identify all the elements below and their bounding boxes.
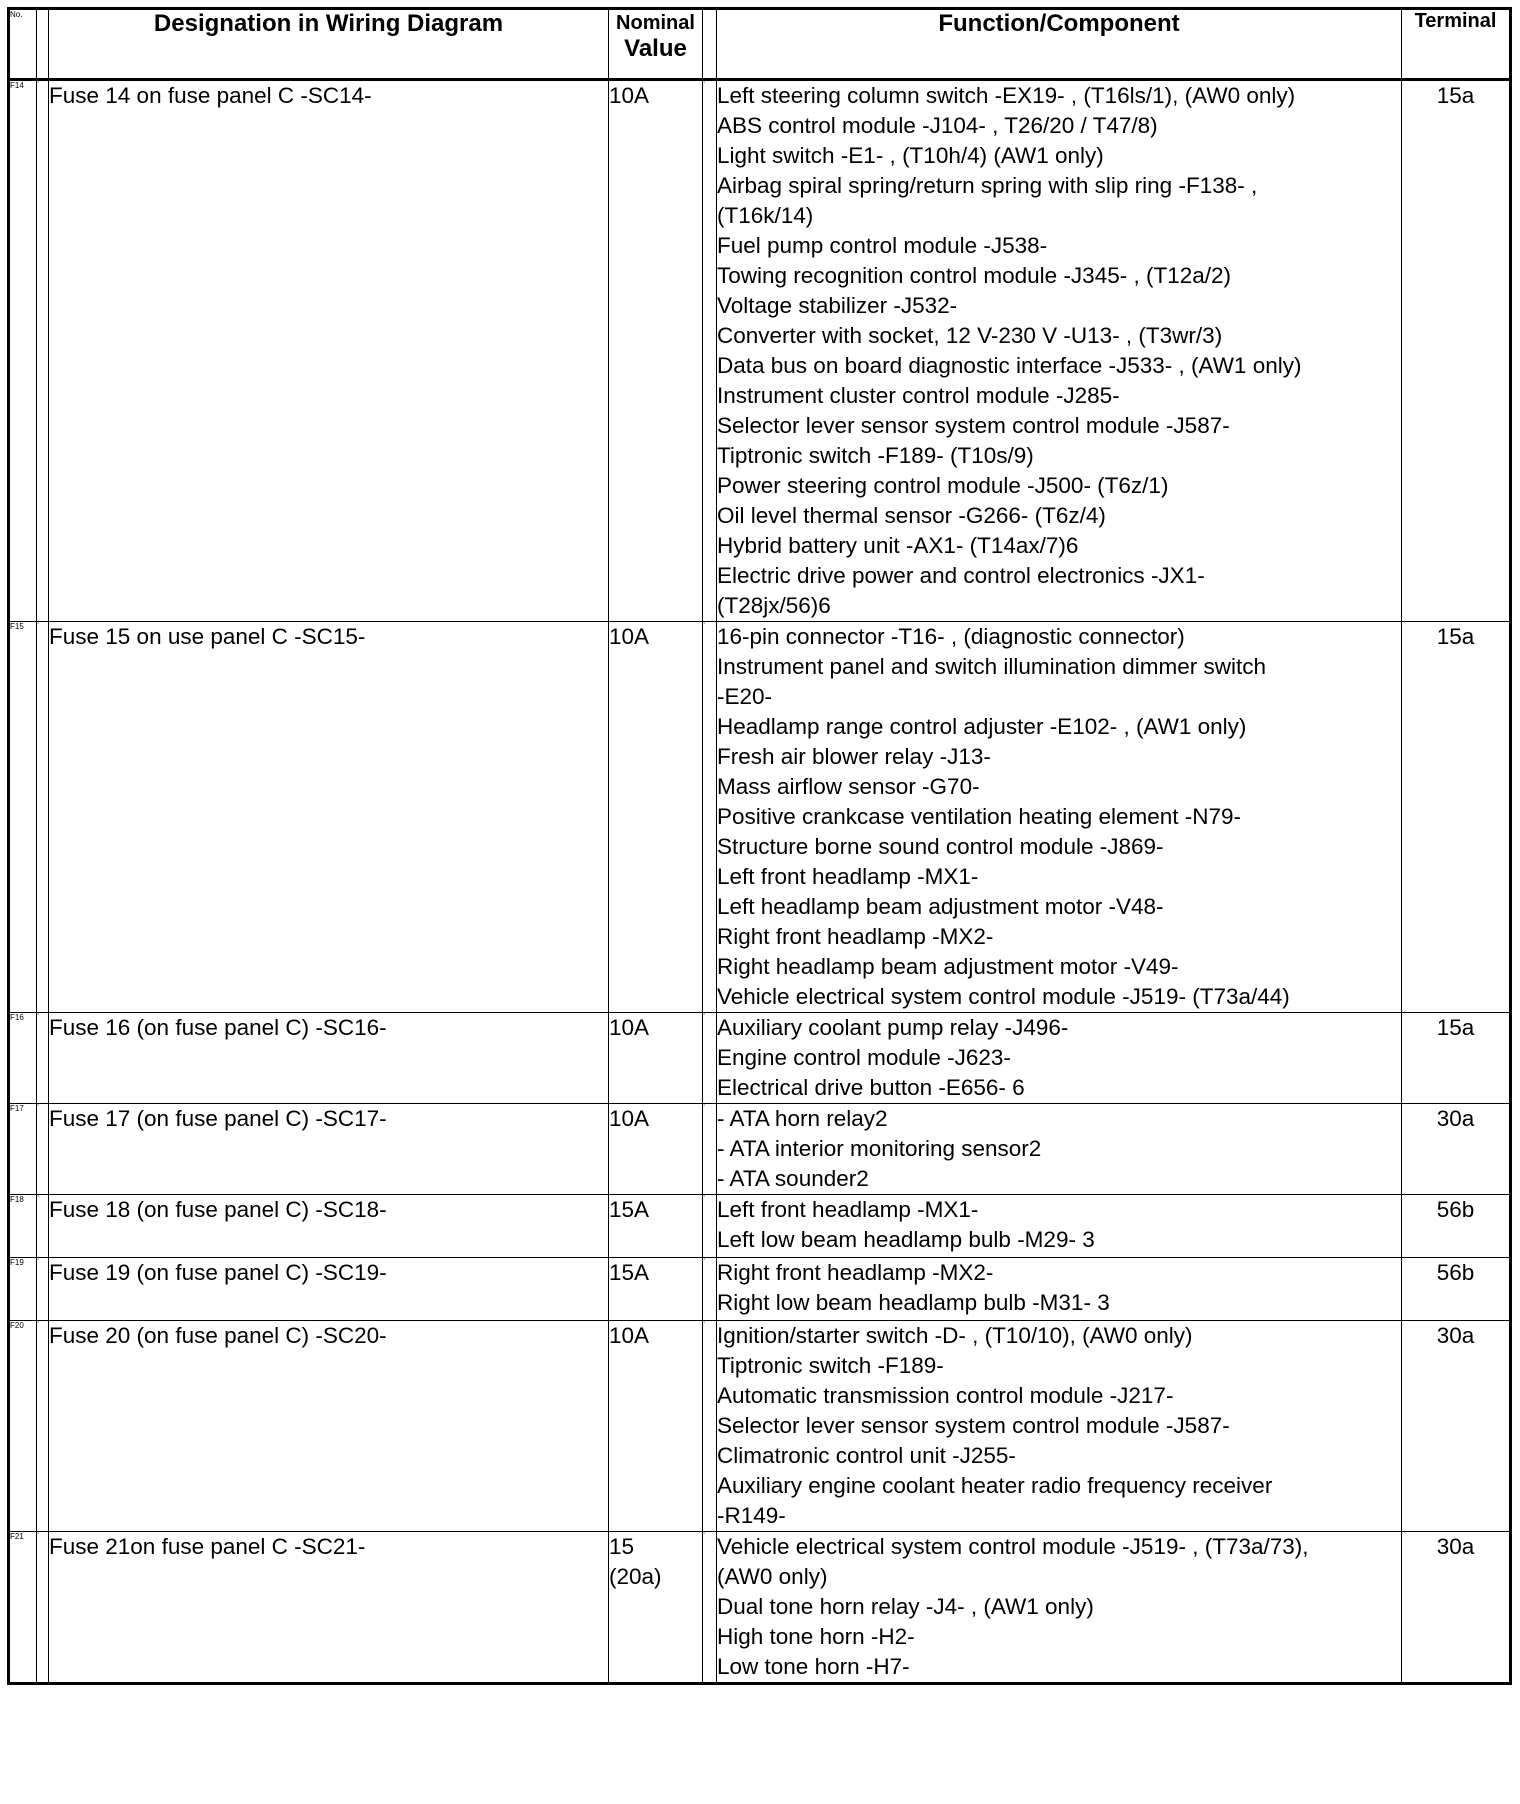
function-component-item: Low tone horn -H7- [717, 1654, 910, 1679]
function-component-item: Instrument cluster control module -J285- [717, 383, 1120, 408]
function-component-item: Positive crankcase ventilation heating element -N79- [717, 804, 1242, 829]
function-component-item: Auxiliary coolant pump relay -J496- [717, 1015, 1069, 1040]
function-component-item: Fresh air blower relay -J13- [717, 744, 991, 769]
header-nominal-value [609, 9, 703, 80]
function-component-list [717, 1195, 1402, 1258]
terminal: 56b [1402, 1258, 1511, 1321]
function-component-item: Selector lever sensor system control module -J587- [717, 413, 1230, 438]
function-component-item: Climatronic control unit -J255- [717, 1443, 1016, 1468]
fuse-designation: Fuse 15 on use panel C -SC15- [49, 622, 609, 1013]
fuse-number: F18 [9, 1195, 37, 1258]
terminal: 30a [1402, 1532, 1511, 1684]
nominal-value [609, 1321, 703, 1532]
row-marker: ˙ [37, 80, 49, 622]
row-marker: ˙ [703, 1104, 717, 1195]
function-component-item: Right front headlamp -MX2- [717, 1260, 994, 1285]
function-component-item: Selector lever sensor system control module -J587- [717, 1413, 1230, 1438]
fuse-row [9, 1532, 1511, 1684]
function-component-item: Left steering column switch -EX19- , (T16ls/1), (AW0 only) [717, 83, 1296, 108]
nominal-value-line: 15 [609, 1534, 635, 1559]
header-nominal-line1: Nominal [616, 12, 695, 34]
terminal: 30a [1402, 1321, 1511, 1532]
nominal-value-line: 15A [609, 1197, 650, 1222]
fuse-number: F17 [9, 1104, 37, 1195]
nominal-value [609, 1013, 703, 1104]
header-spacer [703, 9, 717, 80]
fuse-row [9, 1321, 1511, 1532]
fuse-row [9, 1104, 1511, 1195]
fuse-designation: Fuse 18 (on fuse panel C) -SC18- [49, 1195, 609, 1258]
function-component-item: Structure borne sound control module -J869- [717, 834, 1164, 859]
nominal-value-line: 10A [609, 1106, 650, 1131]
fuse-row [9, 80, 1511, 622]
fuse-number: F15 [9, 622, 37, 1013]
fuse-table [7, 7, 1512, 1685]
fuse-designation: Fuse 20 (on fuse panel C) -SC20- [49, 1321, 609, 1532]
nominal-value-line: (20a) [609, 1564, 662, 1589]
function-component-item: Vehicle electrical system control module -J519- (T73a/44) [717, 984, 1290, 1009]
function-component-item: (T16k/14) [717, 203, 814, 228]
row-marker: ˙ [703, 1321, 717, 1532]
function-component-item: ABS control module -J104- , T26/20 / T47/8) [717, 113, 1158, 138]
function-component-item: Vehicle electrical system control module -J519- , (T73a/73), [717, 1534, 1309, 1559]
function-component-item: Tiptronic switch -F189- [717, 1353, 944, 1378]
function-component-item: Left front headlamp -MX1- [717, 864, 979, 889]
function-component-item: Voltage stabilizer -J532- [717, 293, 958, 318]
function-component-item: Towing recognition control module -J345- , (T12a/2) [717, 263, 1232, 288]
function-component-item: 16-pin connector -T16- , (diagnostic connector) [717, 624, 1185, 649]
nominal-value [609, 622, 703, 1013]
header-spacer [37, 9, 49, 80]
row-marker: ˙ [703, 1258, 717, 1321]
nominal-value [609, 1532, 703, 1684]
nominal-value [609, 1258, 703, 1321]
function-component-item: (T28jx/56)6 [717, 593, 831, 618]
nominal-value-line: 10A [609, 83, 650, 108]
function-component-item: Automatic transmission control module -J217- [717, 1383, 1174, 1408]
terminal: 15a [1402, 1013, 1511, 1104]
header-function: Function/Component [717, 9, 1402, 80]
function-component-list [717, 1104, 1402, 1195]
row-marker: ˙ [37, 1195, 49, 1258]
row-marker: ˙ [37, 1258, 49, 1321]
fuse-row [9, 622, 1511, 1013]
function-component-item: Right front headlamp -MX2- [717, 924, 994, 949]
function-component-item: Headlamp range control adjuster -E102- , (AW1 only) [717, 714, 1247, 739]
fuse-row [9, 1195, 1511, 1258]
function-component-item: Left front headlamp -MX1- [717, 1197, 979, 1222]
function-component-item: Auxiliary engine coolant heater radio frequency receiver [717, 1473, 1273, 1498]
row-marker: ˙ [703, 1532, 717, 1684]
nominal-value [609, 1195, 703, 1258]
function-component-list [717, 80, 1402, 622]
function-component-item: Fuel pump control module -J538- [717, 233, 1048, 258]
fuse-number: F19 [9, 1258, 37, 1321]
row-marker: ˙ [37, 622, 49, 1013]
row-marker: ˙ [37, 1104, 49, 1195]
nominal-value [609, 1104, 703, 1195]
row-marker: ˙ [37, 1532, 49, 1684]
function-component-item: - ATA sounder2 [717, 1166, 869, 1191]
function-component-item: Light switch -E1- , (T10h/4) (AW1 only) [717, 143, 1104, 168]
function-component-item: -R149- [717, 1503, 786, 1528]
header-row [9, 9, 1511, 80]
function-component-item: Ignition/starter switch -D- , (T10/10), (AW0 only) [717, 1323, 1193, 1348]
header-terminal: Terminal [1402, 9, 1511, 80]
header-no: No. [9, 9, 37, 80]
function-component-item: High tone horn -H2- [717, 1624, 915, 1649]
fuse-table-body [9, 80, 1511, 1684]
function-component-item: Power steering control module -J500- (T6z/1) [717, 473, 1169, 498]
function-component-item: -E20- [717, 684, 773, 709]
row-marker: ˙ [703, 1013, 717, 1104]
function-component-item: Hybrid battery unit -AX1- (T14ax/7)6 [717, 533, 1079, 558]
function-component-item: Converter with socket, 12 V-230 V -U13- , (T3wr/3) [717, 323, 1223, 348]
fuse-designation: Fuse 21on fuse panel C -SC21- [49, 1532, 609, 1684]
fuse-number: F21 [9, 1532, 37, 1684]
function-component-item: Left low beam headlamp bulb -M29- 3 [717, 1227, 1095, 1252]
function-component-item: Engine control module -J623- [717, 1045, 1011, 1070]
fuse-row [9, 1013, 1511, 1104]
row-marker: ˙ [37, 1013, 49, 1104]
terminal: 15a [1402, 80, 1511, 622]
nominal-value-line: 15A [609, 1260, 650, 1285]
function-component-list [717, 1258, 1402, 1321]
row-marker: ˙ [703, 80, 717, 622]
row-marker: ˙ [703, 622, 717, 1013]
fuse-designation: Fuse 19 (on fuse panel C) -SC19- [49, 1258, 609, 1321]
nominal-value-line: 10A [609, 1015, 650, 1040]
nominal-value-line: 10A [609, 624, 650, 649]
function-component-list [717, 1013, 1402, 1104]
function-component-item: - ATA horn relay2 [717, 1106, 888, 1131]
terminal: 15a [1402, 622, 1511, 1013]
function-component-list [717, 1532, 1402, 1684]
function-component-item: Airbag spiral spring/return spring with slip ring -F138- , [717, 173, 1258, 198]
fuse-number: F16 [9, 1013, 37, 1104]
nominal-value-line: 10A [609, 1323, 650, 1348]
function-component-item: Right low beam headlamp bulb -M31- 3 [717, 1290, 1110, 1315]
nominal-value [609, 80, 703, 622]
row-marker: ˙ [703, 1195, 717, 1258]
function-component-item: Right headlamp beam adjustment motor -V49- [717, 954, 1179, 979]
function-component-list [717, 1321, 1402, 1532]
function-component-list [717, 622, 1402, 1013]
function-component-item: Electric drive power and control electronics -JX1- [717, 563, 1205, 588]
function-component-item: - ATA interior monitoring sensor2 [717, 1136, 1042, 1161]
header-nominal-line2: Value [624, 35, 687, 62]
fuse-designation: Fuse 14 on fuse panel C -SC14- [49, 80, 609, 622]
terminal: 56b [1402, 1195, 1511, 1258]
fuse-row [9, 1258, 1511, 1321]
fuse-designation: Fuse 16 (on fuse panel C) -SC16- [49, 1013, 609, 1104]
function-component-item: Oil level thermal sensor -G266- (T6z/4) [717, 503, 1106, 528]
row-marker: ˙ [37, 1321, 49, 1532]
function-component-item: Instrument panel and switch illumination dimmer switch [717, 654, 1266, 679]
function-component-item: Electrical drive button -E656- 6 [717, 1075, 1025, 1100]
function-component-item: Tiptronic switch -F189- (T10s/9) [717, 443, 1034, 468]
function-component-item: Dual tone horn relay -J4- , (AW1 only) [717, 1594, 1094, 1619]
function-component-item: (AW0 only) [717, 1564, 828, 1589]
function-component-item: Data bus on board diagnostic interface -J533- , (AW1 only) [717, 353, 1302, 378]
function-component-item: Left headlamp beam adjustment motor -V48- [717, 894, 1164, 919]
header-designation: Designation in Wiring Diagram [49, 9, 609, 80]
fuse-number: F14 [9, 80, 37, 622]
terminal: 30a [1402, 1104, 1511, 1195]
fuse-designation: Fuse 17 (on fuse panel C) -SC17- [49, 1104, 609, 1195]
function-component-item: Mass airflow sensor -G70- [717, 774, 980, 799]
fuse-number: F20 [9, 1321, 37, 1532]
